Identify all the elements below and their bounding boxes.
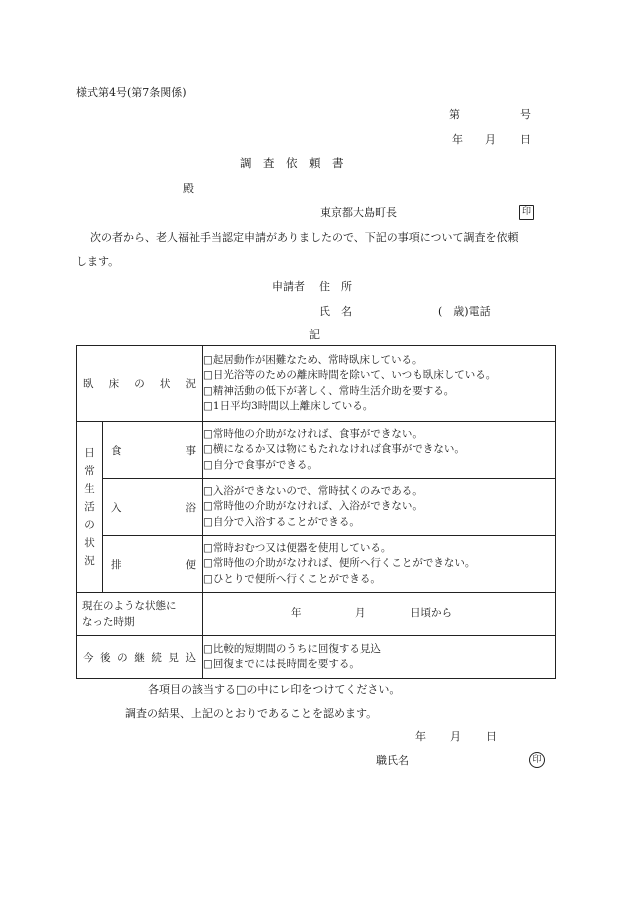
daily-life-char: 活: [84, 501, 95, 513]
toilet-label: 排便: [111, 558, 197, 571]
applicant-address-label: 住 所: [319, 280, 352, 293]
footer-year: 年: [415, 730, 426, 743]
meal-option[interactable]: □常時他の介助がなければ、食事ができない。: [203, 427, 423, 440]
bath-label: 入浴: [111, 501, 197, 514]
daily-life-label-cell: [77, 422, 103, 593]
since-value-cell: [203, 593, 556, 636]
row-outlook: [77, 636, 556, 679]
date-year: 年: [452, 133, 463, 146]
daily-life-char: 状: [84, 537, 95, 549]
meal-label-cell: [103, 422, 203, 479]
date-month: 月: [485, 133, 496, 146]
seal-icon: 印: [519, 205, 534, 220]
toilet-option[interactable]: □常時おむつ又は便器を使用している。: [203, 541, 392, 554]
ki-label: 記: [309, 328, 320, 341]
instruction-note: 各項目の該当する□の中にレ印をつけてください。: [148, 683, 401, 696]
outlook-option[interactable]: □比較的短期間のうちに回復する見込: [203, 642, 381, 655]
bath-options: [203, 479, 556, 536]
toilet-option[interactable]: □ひとりで便所へ行くことができる。: [203, 572, 381, 585]
toilet-options: [203, 536, 556, 593]
daily-life-char: 生: [84, 483, 95, 495]
bath-option[interactable]: □常時他の介助がなければ、入浴ができない。: [203, 500, 423, 513]
official-name-label: 職氏名: [376, 754, 409, 767]
addressee-suffix: 殿: [183, 182, 194, 195]
toilet-label-cell: [103, 536, 203, 593]
meal-options: [203, 422, 556, 479]
applicant-label: 申請者: [272, 280, 305, 293]
toilet-option[interactable]: □常時他の介助がなければ、便所へ行くことができない。: [203, 557, 476, 570]
meal-option[interactable]: □横になるか又は物にもたれなければ食事ができない。: [203, 443, 465, 456]
since-month: 月: [355, 607, 366, 619]
date-day: 日: [520, 133, 531, 146]
bedridden-label: 臥床の状況: [83, 378, 197, 390]
outlook-label-cell: [77, 636, 203, 679]
since-day: 日頃から: [410, 607, 453, 619]
bath-option[interactable]: □自分で入浴することができる。: [203, 515, 360, 528]
bedridden-options: [203, 346, 556, 422]
since-year: 年: [291, 607, 302, 619]
official-seal-icon: 印: [529, 752, 545, 768]
bath-option[interactable]: □入浴ができないので、常時拭くのみである。: [203, 484, 423, 497]
survey-table: [76, 345, 556, 679]
row-bath: [77, 479, 556, 536]
form-id: 様式第4号(第7条関係): [76, 86, 187, 99]
outlook-label: 今後の継続見込: [83, 651, 197, 664]
daily-life-char: の: [84, 519, 95, 531]
outlook-option[interactable]: □回復までには長時間を要する。: [203, 658, 360, 670]
daily-life-char: 常: [84, 465, 95, 477]
since-label-line-2: なった時期: [82, 616, 135, 628]
document-title: 調 査 依 頼 書: [240, 156, 344, 170]
bedridden-option[interactable]: □起居動作が困難なため、常時臥床している。: [203, 353, 423, 366]
bedridden-option[interactable]: □精神活動の低下が著しく、常時生活介助を要する。: [203, 384, 455, 397]
bath-label-cell: [103, 479, 203, 536]
row-since: [77, 593, 556, 636]
bedridden-option[interactable]: □日光浴等のための離床時間を除いて、いつも臥床している。: [203, 369, 497, 382]
bedridden-option[interactable]: □1日平均3時間以上離床している。: [203, 399, 374, 412]
meal-label: 食事: [111, 444, 197, 457]
footer-month: 月: [450, 730, 461, 743]
daily-life-char: 況: [84, 555, 95, 567]
row-toilet: [77, 536, 556, 593]
row-meal: [77, 422, 556, 479]
sender: 東京都大島町長: [320, 206, 397, 219]
row-bedridden: [77, 346, 556, 422]
since-label-line-1: 現在のような状態に: [82, 600, 177, 612]
footer-day: 日: [486, 730, 497, 743]
intro-line-2: します。: [76, 255, 120, 268]
meal-option[interactable]: □自分で食事ができる。: [203, 458, 318, 471]
bedridden-label-cell: [77, 346, 203, 422]
since-label-cell: [77, 593, 203, 636]
number-prefix: 第: [449, 108, 460, 121]
number-suffix: 号: [520, 108, 531, 121]
applicant-age-phone-label: ( 歳)電話: [438, 305, 491, 318]
applicant-name-label: 氏 名: [319, 305, 352, 318]
daily-life-char: 日: [84, 447, 95, 459]
daily-life-label: [83, 444, 97, 570]
outlook-options: [203, 636, 556, 679]
certify-text: 調査の結果、上記のとおりであることを認めます。: [125, 707, 378, 720]
intro-line-1: 次の者から、老人福祉手当認定申請がありましたので、下記の事項について調査を依頼: [90, 231, 519, 244]
